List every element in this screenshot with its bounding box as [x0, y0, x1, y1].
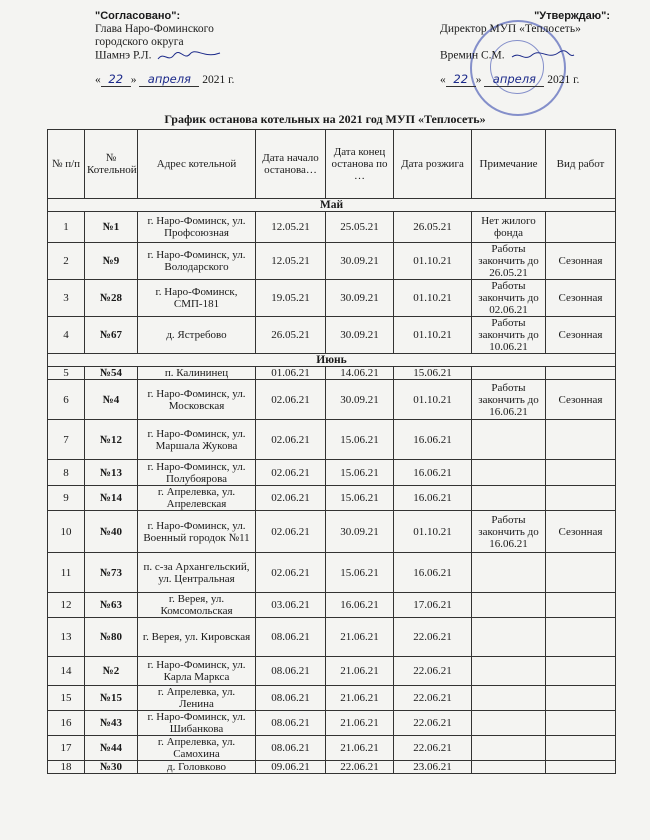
right-date: « 22 » апреля 2021 г. [440, 72, 580, 86]
stop-end-date: 30.09.21 [326, 317, 394, 354]
ignition-date: 26.05.21 [394, 212, 472, 243]
boiler-address: г. Апрелевка, ул. Самохина [138, 736, 256, 761]
note [472, 593, 546, 618]
boiler-address: г. Наро-Фоминск, ул. Полубоярова [138, 460, 256, 486]
left-line1: Глава Наро-Фоминского [95, 23, 214, 35]
boiler-address: д. Головково [138, 761, 256, 774]
right-date-day: 22 [446, 73, 476, 87]
right-line1: Директор МУП «Теплосеть» [440, 23, 581, 35]
stop-start-date: 12.05.21 [256, 212, 326, 243]
left-signer-name: Шамнэ Р.Л. [95, 49, 152, 62]
stop-start-date: 02.06.21 [256, 511, 326, 553]
row-number: 3 [48, 280, 85, 317]
work-type [546, 736, 616, 761]
stop-start-date: 03.06.21 [256, 593, 326, 618]
stop-end-date: 15.06.21 [326, 460, 394, 486]
table-row [48, 553, 616, 593]
boiler-address: г. Наро-Фоминск, ул. Московская [138, 380, 256, 420]
work-type [546, 367, 616, 380]
stop-end-date: 30.09.21 [326, 243, 394, 280]
work-type [546, 657, 616, 686]
stop-start-date: 02.06.21 [256, 553, 326, 593]
work-type [546, 593, 616, 618]
stop-start-date: 08.06.21 [256, 686, 326, 711]
stop-end-date: 21.06.21 [326, 736, 394, 761]
row-number: 9 [48, 486, 85, 511]
work-type [546, 460, 616, 486]
boiler-number: №1 [85, 212, 138, 243]
work-type [546, 618, 616, 657]
note [472, 553, 546, 593]
boiler-number: №4 [85, 380, 138, 420]
boiler-address: г. Наро-Фоминск, ул. Карла Маркса [138, 657, 256, 686]
ignition-date: 22.06.21 [394, 711, 472, 736]
right-date-year: 2021 г. [547, 74, 580, 86]
right-date-month: апреля [484, 73, 544, 87]
work-type [546, 761, 616, 774]
stop-start-date: 08.06.21 [256, 657, 326, 686]
note: Работы закончить до 16.06.21 [472, 380, 546, 420]
document-title: График останова котельных на 2021 год МУП «Теплосеть» [164, 112, 486, 126]
table-row [48, 280, 616, 317]
note: Работы закончить до 10.06.21 [472, 317, 546, 354]
row-number: 12 [48, 593, 85, 618]
ignition-date: 01.10.21 [394, 317, 472, 354]
work-type [546, 420, 616, 460]
boiler-number: №12 [85, 420, 138, 460]
month-label: Июнь [48, 354, 616, 367]
work-type [546, 486, 616, 511]
header-cell: Адрес котельной [138, 130, 256, 199]
row-number: 13 [48, 618, 85, 657]
note: Работы закончить до 26.05.21 [472, 243, 546, 280]
row-number: 18 [48, 761, 85, 774]
stop-end-date: 21.06.21 [326, 657, 394, 686]
table-row [48, 736, 616, 761]
boiler-address: г. Апрелевка, ул. Апрелевская [138, 486, 256, 511]
boiler-address: г. Апрелевка, ул. Ленина [138, 686, 256, 711]
table-row [48, 212, 616, 243]
boiler-number: №15 [85, 686, 138, 711]
row-number: 14 [48, 657, 85, 686]
stop-start-date: 08.06.21 [256, 618, 326, 657]
stop-end-date: 15.06.21 [326, 420, 394, 460]
work-type: Сезонная [546, 243, 616, 280]
left-name [95, 49, 234, 63]
row-number: 2 [48, 243, 85, 280]
boiler-address: г. Наро-Фоминск, ул. Маршала Жукова [138, 420, 256, 460]
table-row [48, 460, 616, 486]
left-line2: городского округа [95, 36, 184, 48]
left-date-year: 2021 г. [202, 74, 235, 86]
month-row [48, 354, 616, 367]
table-row [48, 761, 616, 774]
table-row [48, 367, 616, 380]
stop-end-date: 16.06.21 [326, 593, 394, 618]
table-row [48, 380, 616, 420]
boiler-number: №14 [85, 486, 138, 511]
stop-end-date: 25.05.21 [326, 212, 394, 243]
boiler-number: №9 [85, 243, 138, 280]
ignition-date: 16.06.21 [394, 553, 472, 593]
stop-start-date: 01.06.21 [256, 367, 326, 380]
work-type: Сезонная [546, 380, 616, 420]
boiler-number: №2 [85, 657, 138, 686]
header-cell: Дата конец останова по … [326, 130, 394, 199]
ignition-date: 01.10.21 [394, 380, 472, 420]
ignition-date: 01.10.21 [394, 243, 472, 280]
ignition-date: 22.06.21 [394, 736, 472, 761]
month-label: Май [48, 199, 616, 212]
stop-end-date: 14.06.21 [326, 367, 394, 380]
ignition-date: 01.10.21 [394, 511, 472, 553]
stop-end-date: 30.09.21 [326, 511, 394, 553]
table-row [48, 711, 616, 736]
note [472, 736, 546, 761]
work-type [546, 686, 616, 711]
stop-end-date: 15.06.21 [326, 486, 394, 511]
approval-block-right [440, 10, 610, 87]
boiler-number: №73 [85, 553, 138, 593]
stop-end-date: 30.09.21 [326, 380, 394, 420]
boiler-number: №44 [85, 736, 138, 761]
right-approval-title: "Утверждаю": [534, 10, 610, 22]
stop-end-date: 30.09.21 [326, 280, 394, 317]
boiler-address: г. Наро-Фоминск, ул. Профсоюзная [138, 212, 256, 243]
boiler-number: №80 [85, 618, 138, 657]
row-number: 16 [48, 711, 85, 736]
right-signer-name: Времин С.М. [440, 49, 505, 62]
ignition-date: 01.10.21 [394, 280, 472, 317]
note [472, 486, 546, 511]
boiler-address: г. Наро-Фоминск, СМП-181 [138, 280, 256, 317]
note [472, 618, 546, 657]
ignition-date: 17.06.21 [394, 593, 472, 618]
boiler-number: №13 [85, 460, 138, 486]
stop-start-date: 12.05.21 [256, 243, 326, 280]
note: Работы закончить до 16.06.21 [472, 511, 546, 553]
note: Работы закончить до 02.06.21 [472, 280, 546, 317]
work-type [546, 553, 616, 593]
row-number: 5 [48, 367, 85, 380]
stop-start-date: 02.06.21 [256, 460, 326, 486]
right-signature [508, 49, 578, 63]
boiler-address: г. Верея, ул. Комсомольская [138, 593, 256, 618]
row-number: 17 [48, 736, 85, 761]
stop-end-date: 22.06.21 [326, 761, 394, 774]
stop-start-date: 02.06.21 [256, 420, 326, 460]
left-approval-title: "Согласовано": [95, 10, 181, 22]
boiler-address: п. с-за Архангельский, ул. Центральная [138, 553, 256, 593]
stop-start-date: 19.05.21 [256, 280, 326, 317]
ignition-date: 22.06.21 [394, 657, 472, 686]
ignition-date: 22.06.21 [394, 686, 472, 711]
table-row [48, 486, 616, 511]
header-cell: Дата начало останова… [256, 130, 326, 199]
row-number: 4 [48, 317, 85, 354]
ignition-date: 15.06.21 [394, 367, 472, 380]
row-number: 8 [48, 460, 85, 486]
work-type [546, 711, 616, 736]
note [472, 686, 546, 711]
note [472, 761, 546, 774]
note [472, 711, 546, 736]
left-signature [154, 49, 224, 63]
right-name [440, 49, 610, 63]
boiler-number: №67 [85, 317, 138, 354]
note [472, 657, 546, 686]
header-cell: Вид работ [546, 130, 616, 199]
left-date: « 22 » апреля 2021 г. [95, 72, 235, 86]
stop-start-date: 08.06.21 [256, 711, 326, 736]
stop-end-date: 21.06.21 [326, 711, 394, 736]
schedule-table [47, 129, 616, 774]
note [472, 460, 546, 486]
header-cell: № п/п [48, 130, 85, 199]
note [472, 420, 546, 460]
note [472, 367, 546, 380]
boiler-number: №43 [85, 711, 138, 736]
table-body [48, 199, 616, 774]
stop-end-date: 21.06.21 [326, 618, 394, 657]
ignition-date: 16.06.21 [394, 420, 472, 460]
row-number: 1 [48, 212, 85, 243]
row-number: 6 [48, 380, 85, 420]
boiler-address: г. Наро-Фоминск, ул. Шибанкова [138, 711, 256, 736]
boiler-address: г. Наро-Фоминск, ул. Военный городок №11 [138, 511, 256, 553]
row-number: 15 [48, 686, 85, 711]
stop-start-date: 02.06.21 [256, 486, 326, 511]
ignition-date: 16.06.21 [394, 486, 472, 511]
table-row [48, 243, 616, 280]
boiler-address: п. Калининец [138, 367, 256, 380]
boiler-address: г. Наро-Фоминск, ул. Володарского [138, 243, 256, 280]
left-date-day: 22 [101, 73, 131, 87]
table-row [48, 618, 616, 657]
left-date-month: апреля [139, 73, 199, 87]
boiler-number: №40 [85, 511, 138, 553]
work-type: Сезонная [546, 511, 616, 553]
header-cell: Дата розжига [394, 130, 472, 199]
ignition-date: 23.06.21 [394, 761, 472, 774]
row-number: 10 [48, 511, 85, 553]
stop-start-date: 08.06.21 [256, 736, 326, 761]
work-type: Сезонная [546, 280, 616, 317]
table-header-row [48, 130, 616, 199]
table-row [48, 317, 616, 354]
boiler-number: №54 [85, 367, 138, 380]
stop-end-date: 15.06.21 [326, 553, 394, 593]
boiler-number: №63 [85, 593, 138, 618]
table-row [48, 420, 616, 460]
work-type [546, 212, 616, 243]
table-row [48, 686, 616, 711]
boiler-number: №28 [85, 280, 138, 317]
stop-start-date: 09.06.21 [256, 761, 326, 774]
stop-start-date: 26.05.21 [256, 317, 326, 354]
note: Нет жилого фонда [472, 212, 546, 243]
work-type: Сезонная [546, 317, 616, 354]
stop-start-date: 02.06.21 [256, 380, 326, 420]
boiler-number: №30 [85, 761, 138, 774]
table-row [48, 593, 616, 618]
ignition-date: 16.06.21 [394, 460, 472, 486]
row-number: 11 [48, 553, 85, 593]
approval-block-left [95, 10, 234, 87]
boiler-address: д. Ястребово [138, 317, 256, 354]
table-row [48, 657, 616, 686]
month-row [48, 199, 616, 212]
row-number: 7 [48, 420, 85, 460]
table-row [48, 511, 616, 553]
stop-end-date: 21.06.21 [326, 686, 394, 711]
boiler-address: г. Верея, ул. Кировская [138, 618, 256, 657]
header-cell: № Котельной [85, 130, 138, 199]
header-cell: Примечание [472, 130, 546, 199]
ignition-date: 22.06.21 [394, 618, 472, 657]
